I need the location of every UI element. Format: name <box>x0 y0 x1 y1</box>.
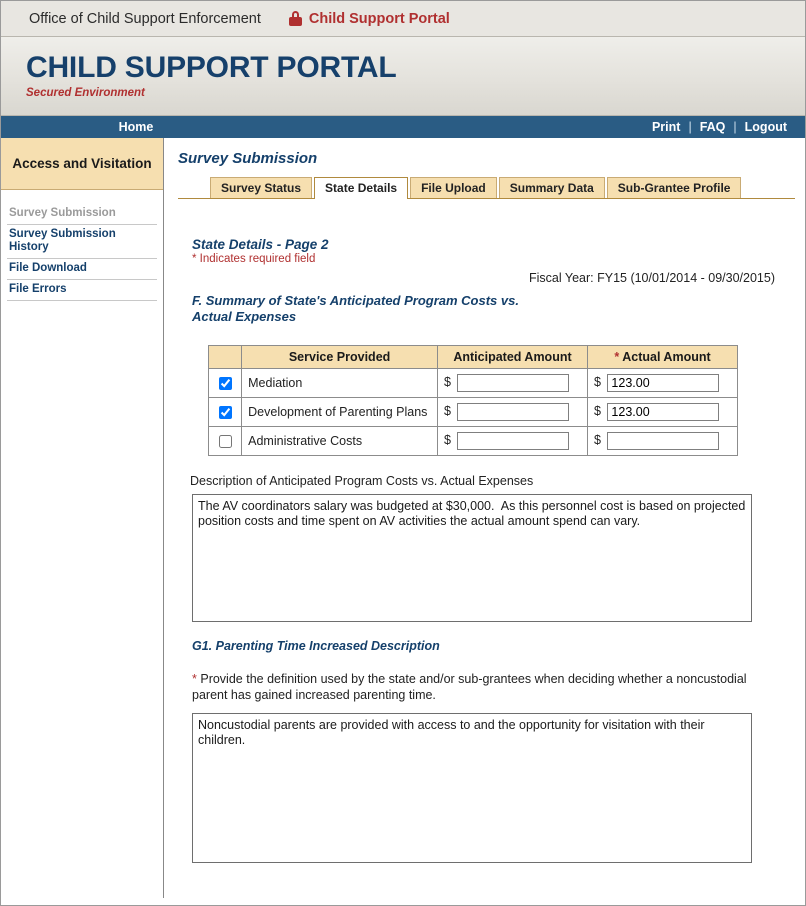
service-name-mediation: Mediation <box>242 369 438 398</box>
currency-symbol: $ <box>444 433 451 448</box>
nav-separator-1: | <box>688 120 692 134</box>
input-anticipated-parenting-plans[interactable] <box>457 403 569 421</box>
nav-faq-link[interactable]: FAQ <box>699 120 726 134</box>
tab-sub-grantee-profile[interactable]: Sub-Grantee Profile <box>607 177 742 198</box>
input-anticipated-administrative-costs[interactable] <box>457 432 569 450</box>
banner-title: CHILD SUPPORT PORTAL <box>26 51 397 84</box>
tab-bar <box>178 177 795 199</box>
header-actual-amount-label: Actual Amount <box>622 350 711 364</box>
sidebar-item-file-download[interactable]: File Download <box>7 259 157 280</box>
service-name-parenting-plans: Development of Parenting Plans <box>242 398 438 427</box>
cost-table <box>208 345 738 456</box>
banner-subtitle: Secured Environment <box>26 87 145 99</box>
required-field-note: * Indicates required field <box>192 253 316 265</box>
description-label: Description of Anticipated Program Costs vs. Actual Expenses <box>190 474 534 488</box>
anticipated-cell-parenting-plans <box>438 398 588 427</box>
header-checkbox-col <box>209 346 242 369</box>
nav-utility-links <box>644 116 795 138</box>
sidebar-menu <box>1 204 163 301</box>
checkbox-mediation[interactable] <box>219 377 232 390</box>
currency-symbol: $ <box>593 375 601 390</box>
body-wrapper <box>1 138 805 898</box>
actual-cell-parenting-plans <box>587 398 737 427</box>
nav-separator-2: | <box>733 120 737 134</box>
sidebar-item-file-errors[interactable]: File Errors <box>7 280 157 301</box>
tab-state-details[interactable]: State Details <box>314 177 408 199</box>
input-actual-administrative-costs[interactable] <box>607 432 719 450</box>
input-actual-parenting-plans[interactable] <box>607 403 719 421</box>
g1-prompt <box>192 671 757 703</box>
header-actual-amount <box>587 346 737 369</box>
table-row <box>209 427 738 456</box>
tab-summary-data[interactable]: Summary Data <box>499 177 605 198</box>
table-row <box>209 398 738 427</box>
sidebar-header <box>1 138 163 190</box>
nav-logout-link[interactable]: Logout <box>744 120 787 134</box>
sidebar-item-survey-submission[interactable]: Survey Submission <box>7 204 157 225</box>
portal-name: Child Support Portal <box>308 10 450 27</box>
agency-bar <box>1 1 805 37</box>
page-title: Survey Submission <box>178 150 318 167</box>
currency-symbol: $ <box>444 375 451 390</box>
site-banner <box>1 37 805 116</box>
currency-symbol: $ <box>444 404 451 419</box>
actual-cell-administrative-costs <box>587 427 737 456</box>
actual-cell-mediation <box>587 369 737 398</box>
anticipated-cell-administrative-costs <box>438 427 588 456</box>
tab-file-upload[interactable]: File Upload <box>410 177 497 198</box>
anticipated-cell-mediation <box>438 369 588 398</box>
fiscal-year-label: Fiscal Year: FY15 (10/01/2014 - 09/30/2015) <box>529 271 775 285</box>
row-checkbox-cell <box>209 427 242 456</box>
section-f-title: F. Summary of State's Anticipated Program Costs vs. Actual Expenses <box>192 293 519 324</box>
input-actual-mediation[interactable] <box>607 374 719 392</box>
sidebar-item-survey-submission-history[interactable]: Survey Submission History <box>7 225 157 259</box>
g1-textarea[interactable] <box>192 713 752 863</box>
row-checkbox-cell <box>209 369 242 398</box>
section-heading: State Details - Page 2 <box>192 237 329 252</box>
currency-symbol: $ <box>593 433 601 448</box>
header-anticipated-amount: Anticipated Amount <box>438 346 588 369</box>
main-content <box>164 138 805 898</box>
row-checkbox-cell <box>209 398 242 427</box>
description-textarea[interactable] <box>192 494 752 622</box>
checkbox-development-of-parenting-plans[interactable] <box>219 406 232 419</box>
nav-print-link[interactable]: Print <box>651 120 681 134</box>
agency-name: Office of Child Support Enforcement <box>29 10 261 27</box>
main-navbar <box>1 116 805 138</box>
actual-required-marker: * <box>614 350 620 364</box>
input-anticipated-mediation[interactable] <box>457 374 569 392</box>
g1-prompt-text: Provide the definition used by the state and/or sub-grantees when deciding whether a noncustodial parent has gained increased parenting time. <box>192 672 747 702</box>
g1-heading: G1. Parenting Time Increased Description <box>192 639 440 653</box>
currency-symbol: $ <box>593 404 601 419</box>
tab-survey-status[interactable]: Survey Status <box>210 177 312 198</box>
checkbox-administrative-costs[interactable] <box>219 435 232 448</box>
table-row <box>209 369 738 398</box>
sidebar-header-label: Access and Visitation <box>12 156 152 171</box>
sidebar <box>1 138 164 898</box>
nav-home-link[interactable]: Home <box>118 120 154 134</box>
lock-icon <box>289 11 302 26</box>
service-name-administrative-costs: Administrative Costs <box>242 427 438 456</box>
table-header-row <box>209 346 738 369</box>
g1-required-marker: * <box>192 672 197 686</box>
header-service-provided: Service Provided <box>242 346 438 369</box>
